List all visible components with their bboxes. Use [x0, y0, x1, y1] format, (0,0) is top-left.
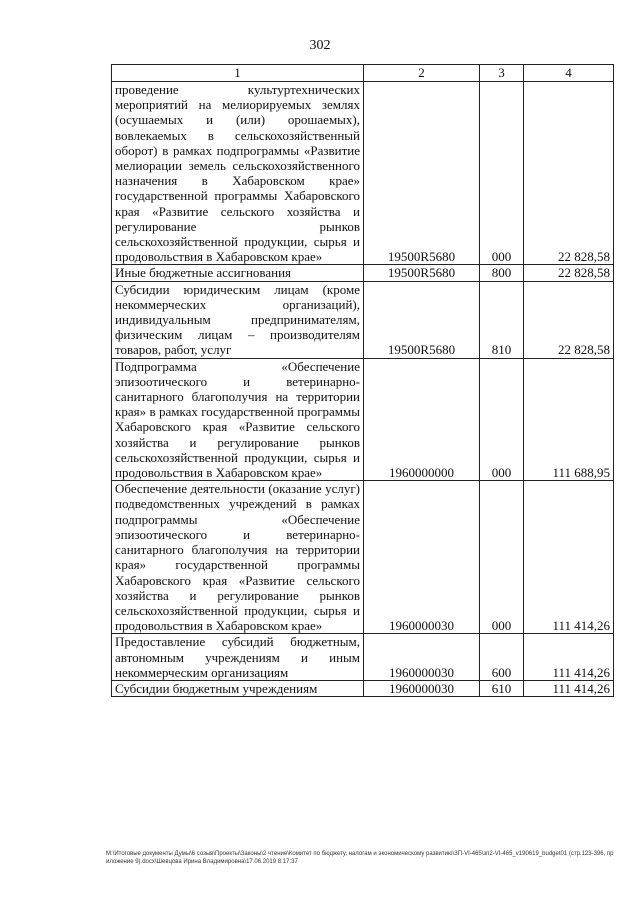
document-file-path: М:\Итоговые документы Думы\6 созыв\Проекты\Законы\2 чтение\Комитет по бюджету, налогам и экономическому развитию\ЗП-VI-465\зп2-VI-465_v190619_budget01 (стр.123-396, приложение 9).docx\Шевцова Ирина Владимировна\17.06.2019 8:17:37 — [106, 851, 614, 865]
row-expense-type: 000 — [480, 358, 524, 481]
row-amount: 111 414,26 — [524, 680, 614, 696]
table-row — [112, 680, 614, 696]
header-col-4: 4 — [524, 65, 614, 82]
row-target-code: 1960000030 — [364, 634, 480, 681]
header-col-2: 2 — [364, 65, 480, 82]
row-amount: 111 414,26 — [524, 481, 614, 634]
row-amount: 22 828,58 — [524, 265, 614, 281]
row-name: Субсидии юридическим лицам (кроме некоммерческих организаций), индивидуальным предпринимателям, физическим лицам – производителям товаров, работ, услуг — [112, 281, 364, 358]
row-target-code: 19500R5680 — [364, 82, 480, 265]
page-number: 302 — [309, 38, 331, 53]
row-amount: 111 414,26 — [524, 634, 614, 681]
table-row — [112, 281, 614, 358]
row-expense-type: 000 — [480, 82, 524, 265]
row-name: проведение культуртехнических мероприятий на мелиорируемых землях (осушаемых и (или) орошаемых), вовлекаемых в сельскохозяйственный оборот) в рамках подпрограммы «Развитие мелиорации земель сельскохозяйственного назначения в Хабаровском крае» государственной программы Хабаровского края «Развитие сельского хозяйства и регулирование рынков сельскохозяйственной продукции, сырья и продовольствия в Хабаровском крае» — [112, 82, 364, 265]
row-target-code: 1960000030 — [364, 481, 480, 634]
row-target-code: 19500R5680 — [364, 281, 480, 358]
row-name: Предоставление субсидий бюджетным, автономным учреждениям и иным некоммерческим организациям — [112, 634, 364, 681]
row-expense-type: 810 — [480, 281, 524, 358]
row-name: Субсидии бюджетным учреждениям — [112, 680, 364, 696]
row-target-code: 1960000030 — [364, 680, 480, 696]
row-name: Подпрограмма «Обеспечение эпизоотического и ветеринарно-санитарного благополучия на территории края» в рамках государственной программы Хабаровского края «Развитие сельского хозяйства и регулирование рынков сельскохозяйственной продукции, сырья и продовольствия в Хабаровском крае» — [112, 358, 364, 481]
row-target-code: 1960000000 — [364, 358, 480, 481]
header-col-1: 1 — [112, 65, 364, 82]
budget-table — [111, 64, 614, 697]
row-expense-type: 600 — [480, 634, 524, 681]
row-name: Обеспечение деятельности (оказание услуг) подведомственных учреждений в рамках подпрограммы «Обеспечение эпизоотического и ветеринарно-санитарного благополучия на территории края» государственной программы Хабаровского края «Развитие сельского хозяйства и регулирование рынков сельскохозяйственной продукции, сырья и продовольствия в Хабаровском крае» — [112, 481, 364, 634]
row-expense-type: 000 — [480, 481, 524, 634]
header-col-3: 3 — [480, 65, 524, 82]
table-row — [112, 265, 614, 281]
row-expense-type: 800 — [480, 265, 524, 281]
row-target-code: 19500R5680 — [364, 265, 480, 281]
table-header-row — [112, 65, 614, 82]
row-amount: 22 828,58 — [524, 82, 614, 265]
row-expense-type: 610 — [480, 680, 524, 696]
table-row — [112, 358, 614, 481]
table-row — [112, 634, 614, 681]
table-row — [112, 82, 614, 265]
row-amount: 111 688,95 — [524, 358, 614, 481]
table-row — [112, 481, 614, 634]
row-name: Иные бюджетные ассигнования — [112, 265, 364, 281]
row-amount: 22 828,58 — [524, 281, 614, 358]
